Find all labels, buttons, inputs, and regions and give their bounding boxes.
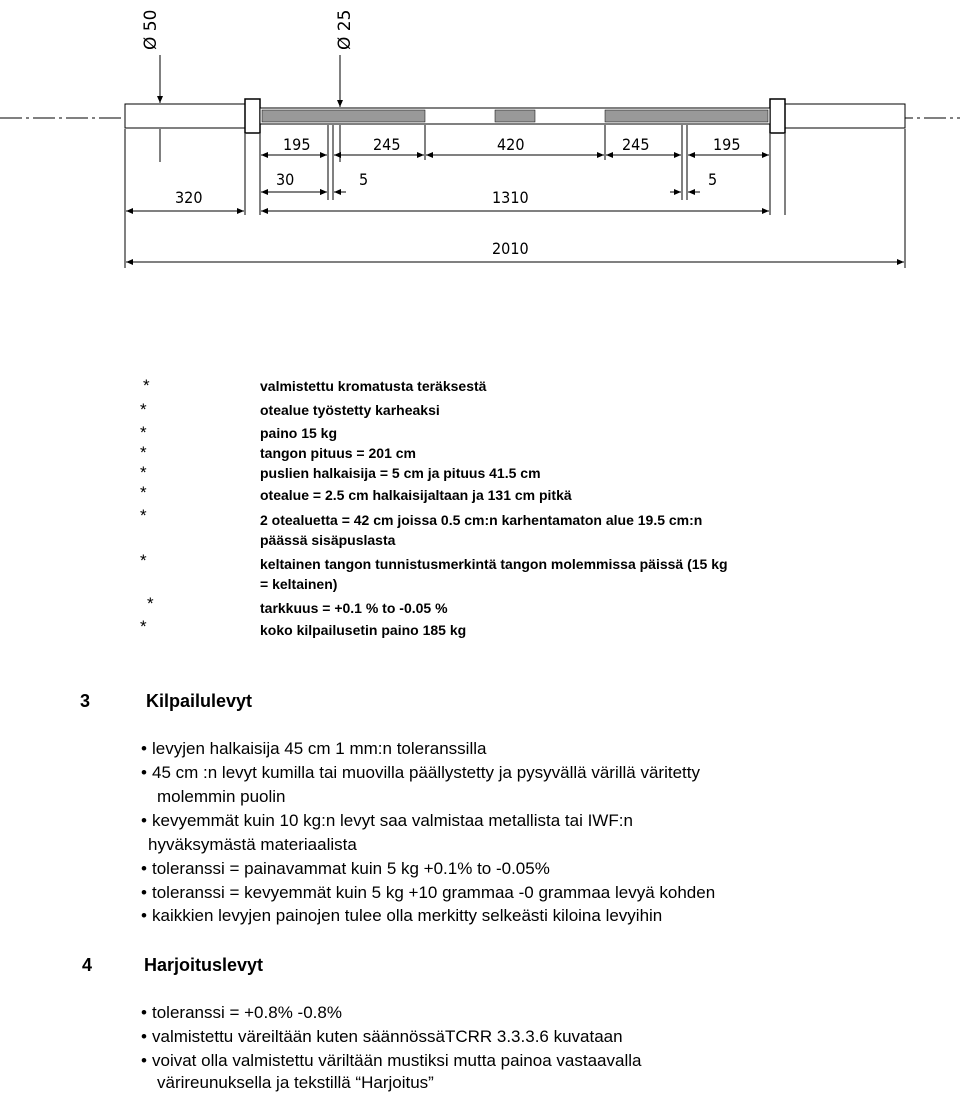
bullet-item: • kevyemmät kuin 10 kg:n levyt saa valmistaa metallista tai IWF:n: [141, 811, 633, 830]
bullet-icon: •: [141, 906, 147, 925]
bullet-icon: •: [141, 763, 147, 782]
spec-star: *: [140, 506, 147, 525]
bullet-icon: •: [141, 859, 147, 878]
spec-star: *: [143, 376, 150, 395]
bullet-icon: •: [141, 1051, 147, 1070]
dim-245-right: 245: [622, 135, 650, 154]
spec-item-continuation: päässä sisäpuslasta: [260, 532, 396, 548]
bullet-item: • toleranssi = kevyemmät kuin 5 kg +10 grammaa -0 grammaa levyä kohden: [141, 883, 716, 902]
section-title: Harjoituslevyt: [144, 955, 264, 975]
spec-item: otealue työstetty karheaksi: [260, 402, 440, 418]
section-number: 3: [80, 691, 91, 711]
spec-item: puslien halkaisija = 5 cm ja pituus 41.5 cm: [260, 465, 541, 481]
diameter-25-label: Ø 25: [335, 9, 355, 50]
bullet-icon: •: [141, 1027, 147, 1046]
bullet-item: • valmistettu väreiltään kuten säännössäTCRR 3.3.3.6 kuvataan: [141, 1027, 623, 1046]
dim-30: 30: [276, 170, 295, 189]
right-collar: [770, 99, 785, 133]
dim-195-left: 195: [283, 135, 311, 154]
spec-item: tangon pituus = 201 cm: [260, 445, 416, 461]
left-sleeve: [125, 104, 245, 128]
bullet-continuation: värireunuksella ja tekstillä “Harjoitus”: [157, 1073, 434, 1092]
bullet-item: • toleranssi = +0.8% -0.8%: [141, 1003, 342, 1022]
bullet-icon: •: [141, 883, 147, 902]
bullet-item: • levyjen halkaisija 45 cm 1 mm:n toleranssilla: [141, 739, 487, 758]
spec-star: *: [140, 483, 147, 502]
left-knurl: [262, 110, 425, 122]
dim-320: 320: [175, 188, 203, 207]
spec-item: koko kilpailusetin paino 185 kg: [260, 622, 467, 638]
spec-item: paino 15 kg: [260, 425, 338, 441]
spec-item: valmistettu kromatusta teräksestä: [260, 378, 487, 394]
spec-star: *: [147, 594, 154, 613]
right-knurl: [605, 110, 768, 122]
spec-star: *: [140, 551, 147, 570]
spec-item-continuation: = keltainen): [260, 576, 338, 592]
dim-2010: 2010: [492, 239, 529, 258]
spec-item: keltainen tangon tunnistusmerkintä tangon molemmissa päissä (15 kg: [260, 556, 728, 572]
dim-5-right: 5: [708, 170, 718, 189]
bullet-icon: •: [141, 1003, 147, 1022]
bullet-continuation: hyväksymästä materiaalista: [148, 835, 357, 854]
bullet-continuation: molemmin puolin: [157, 787, 286, 806]
bullet-item: • kaikkien levyjen painojen tulee olla merkitty selkeästi kiloina levyihin: [141, 906, 663, 925]
barbell-drawing: [0, 0, 960, 290]
spec-star: *: [140, 423, 147, 442]
spec-star: *: [140, 443, 147, 462]
dim-1310: 1310: [492, 188, 529, 207]
section-title: Kilpailulevyt: [146, 691, 253, 711]
spec-star: *: [140, 400, 147, 419]
diameter-50-label: Ø 50: [141, 9, 161, 50]
dim-420: 420: [497, 135, 525, 154]
bullet-item: • voivat olla valmistettu väriltään mustiksi mutta painoa vastaavalla: [141, 1051, 642, 1070]
right-sleeve: [785, 104, 905, 128]
spec-item: otealue = 2.5 cm halkaisijaltaan ja 131 cm pitkä: [260, 487, 572, 503]
bullet-icon: •: [141, 811, 147, 830]
section-number: 4: [82, 955, 93, 975]
spec-star: *: [140, 463, 147, 482]
spec-item: 2 otealuetta = 42 cm joissa 0.5 cm:n karhentamaton alue 19.5 cm:n: [260, 512, 703, 528]
dim-195-right: 195: [713, 135, 741, 154]
center-knurl: [495, 110, 535, 122]
bullet-icon: •: [141, 739, 147, 758]
spec-item: tarkkuus = +0.1 % to -0.05 %: [260, 600, 448, 616]
left-collar: [245, 99, 260, 133]
bullet-item: • toleranssi = painavammat kuin 5 kg +0.1% to -0.05%: [141, 859, 550, 878]
dim-245-left: 245: [373, 135, 401, 154]
dim-5-left: 5: [359, 170, 369, 189]
spec-star: *: [140, 617, 147, 636]
bullet-item: • 45 cm :n levyt kumilla tai muovilla päällystetty ja pysyvällä värillä väritetty: [141, 763, 700, 782]
